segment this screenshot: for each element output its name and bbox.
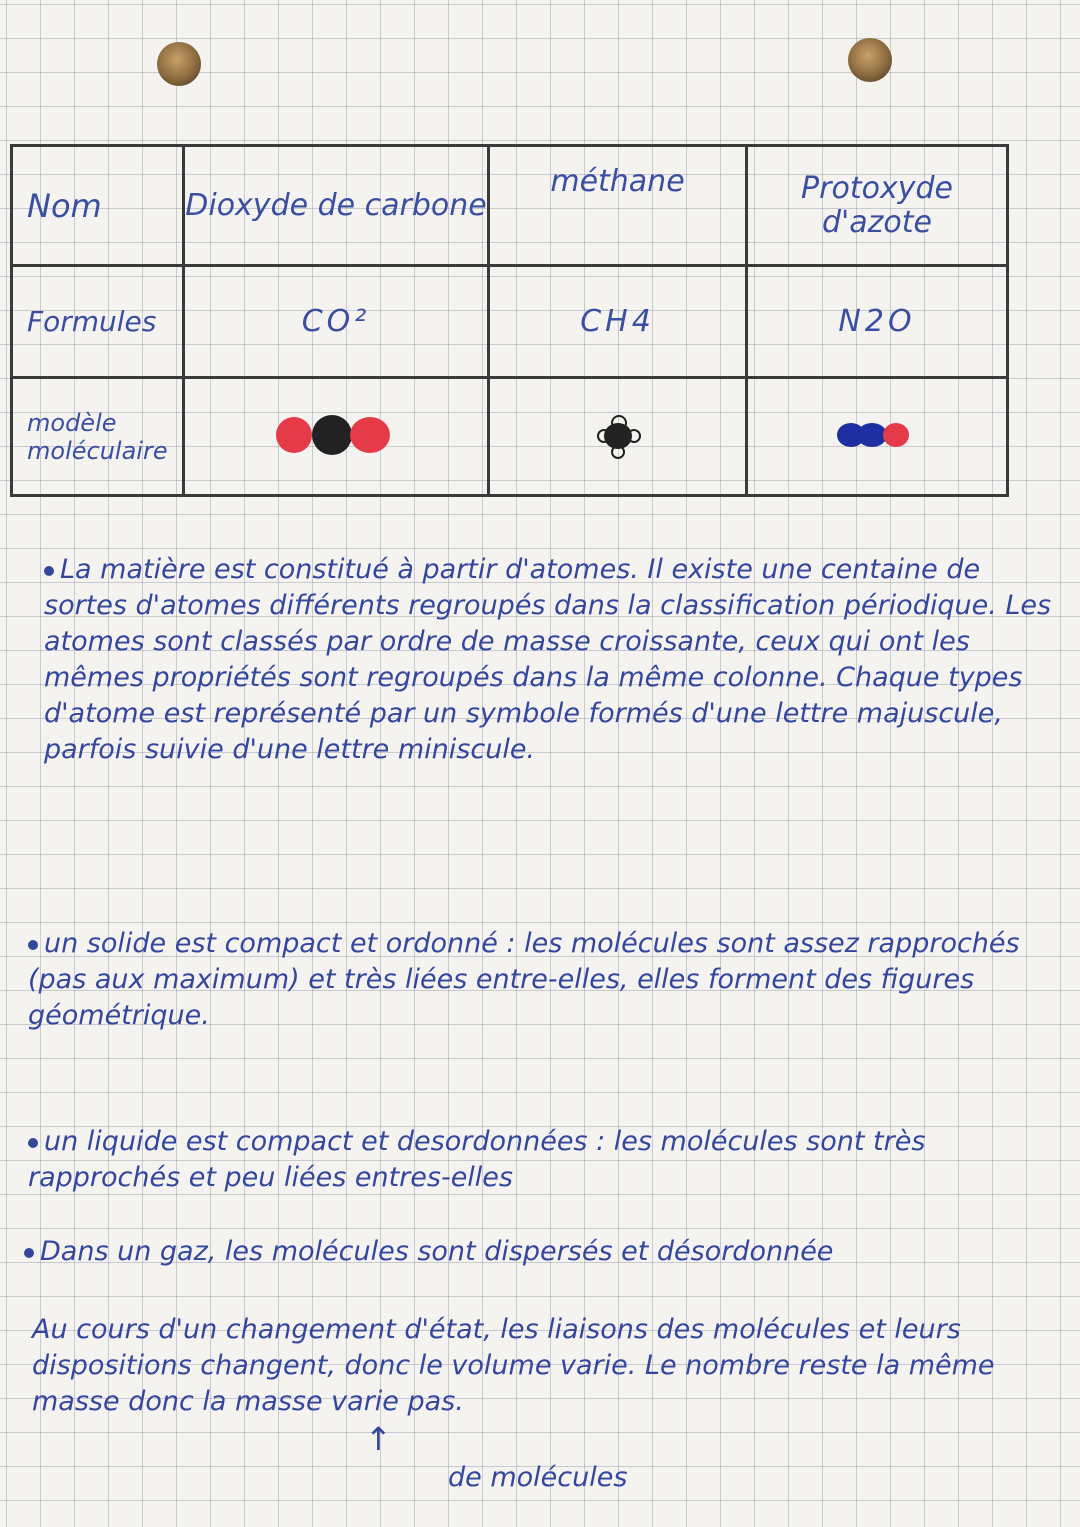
model-co2 [184, 378, 489, 496]
header-dioxyde: Dioxyde de carbone [184, 146, 489, 266]
model-ch4 [489, 378, 747, 496]
formula-n2o: N2O [747, 266, 1008, 378]
note-changement-text: Au cours d'un changement d'état, les liaisons des molécules et leurs dispositions changent, donc le volume varie. Le nombre reste la même masse donc la masse varie pas. [32, 1314, 995, 1417]
row-label-formules: Formules [12, 266, 184, 378]
row-label-modele: modèle moléculaire [12, 378, 184, 496]
table-row-modele [12, 378, 1008, 496]
table-row-formules [12, 266, 1008, 378]
table-header-row [12, 146, 1008, 266]
binder-hole-left [157, 42, 201, 86]
note-matiere-text: La matière est constitué à partir d'atomes. Il existe une centaine de sortes d'atomes différents regroupés dans la classification périodique. Les atomes sont classés par ordre de masse croissante, ceux qui ont les mêmes propriétés sont regroupés dans la même colonne. Chaque types d'atome est représenté par un symbole formés d'une lettre majuscule, parfois suivie d'une lettre miniscule. [44, 554, 1052, 765]
n2o-molecule-icon [837, 415, 917, 455]
up-arrow-icon: ↑ [365, 1420, 392, 1458]
note-liquide [28, 1124, 1058, 1196]
note-gaz [24, 1234, 1064, 1270]
bullet-icon [44, 566, 54, 576]
bullet-icon [24, 1248, 34, 1258]
binder-hole-right [848, 38, 892, 82]
ch4-molecule-icon [593, 415, 643, 455]
note-solide [28, 926, 1058, 1034]
note-sub-molecules: de molécules [448, 1462, 628, 1493]
formula-ch4: CH4 [489, 266, 747, 378]
header-nom: Nom [12, 146, 184, 266]
model-n2o [747, 378, 1008, 496]
co2-molecule-icon [276, 415, 396, 455]
bullet-icon [28, 1138, 38, 1148]
header-methane: méthane [489, 146, 747, 266]
header-protoxyde: Protoxyde d'azote [747, 146, 1008, 266]
note-matiere [44, 552, 1064, 768]
note-liquide-text: un liquide est compact et desordonnées : les molécules sont très rapprochés et peu liées entres-elles [28, 1126, 926, 1193]
note-solide-text: un solide est compact et ordonné : les molécules sont assez rapprochés (pas aux maximum) et très liées entre-elles, elles forment des figures géométrique. [28, 928, 1020, 1031]
note-changement-etat [32, 1312, 1062, 1420]
molecule-table [10, 144, 1009, 497]
formula-co2: CO² [184, 266, 489, 378]
bullet-icon [28, 940, 38, 950]
note-gaz-text: Dans un gaz, les molécules sont dispersés et désordonnée [40, 1236, 834, 1267]
